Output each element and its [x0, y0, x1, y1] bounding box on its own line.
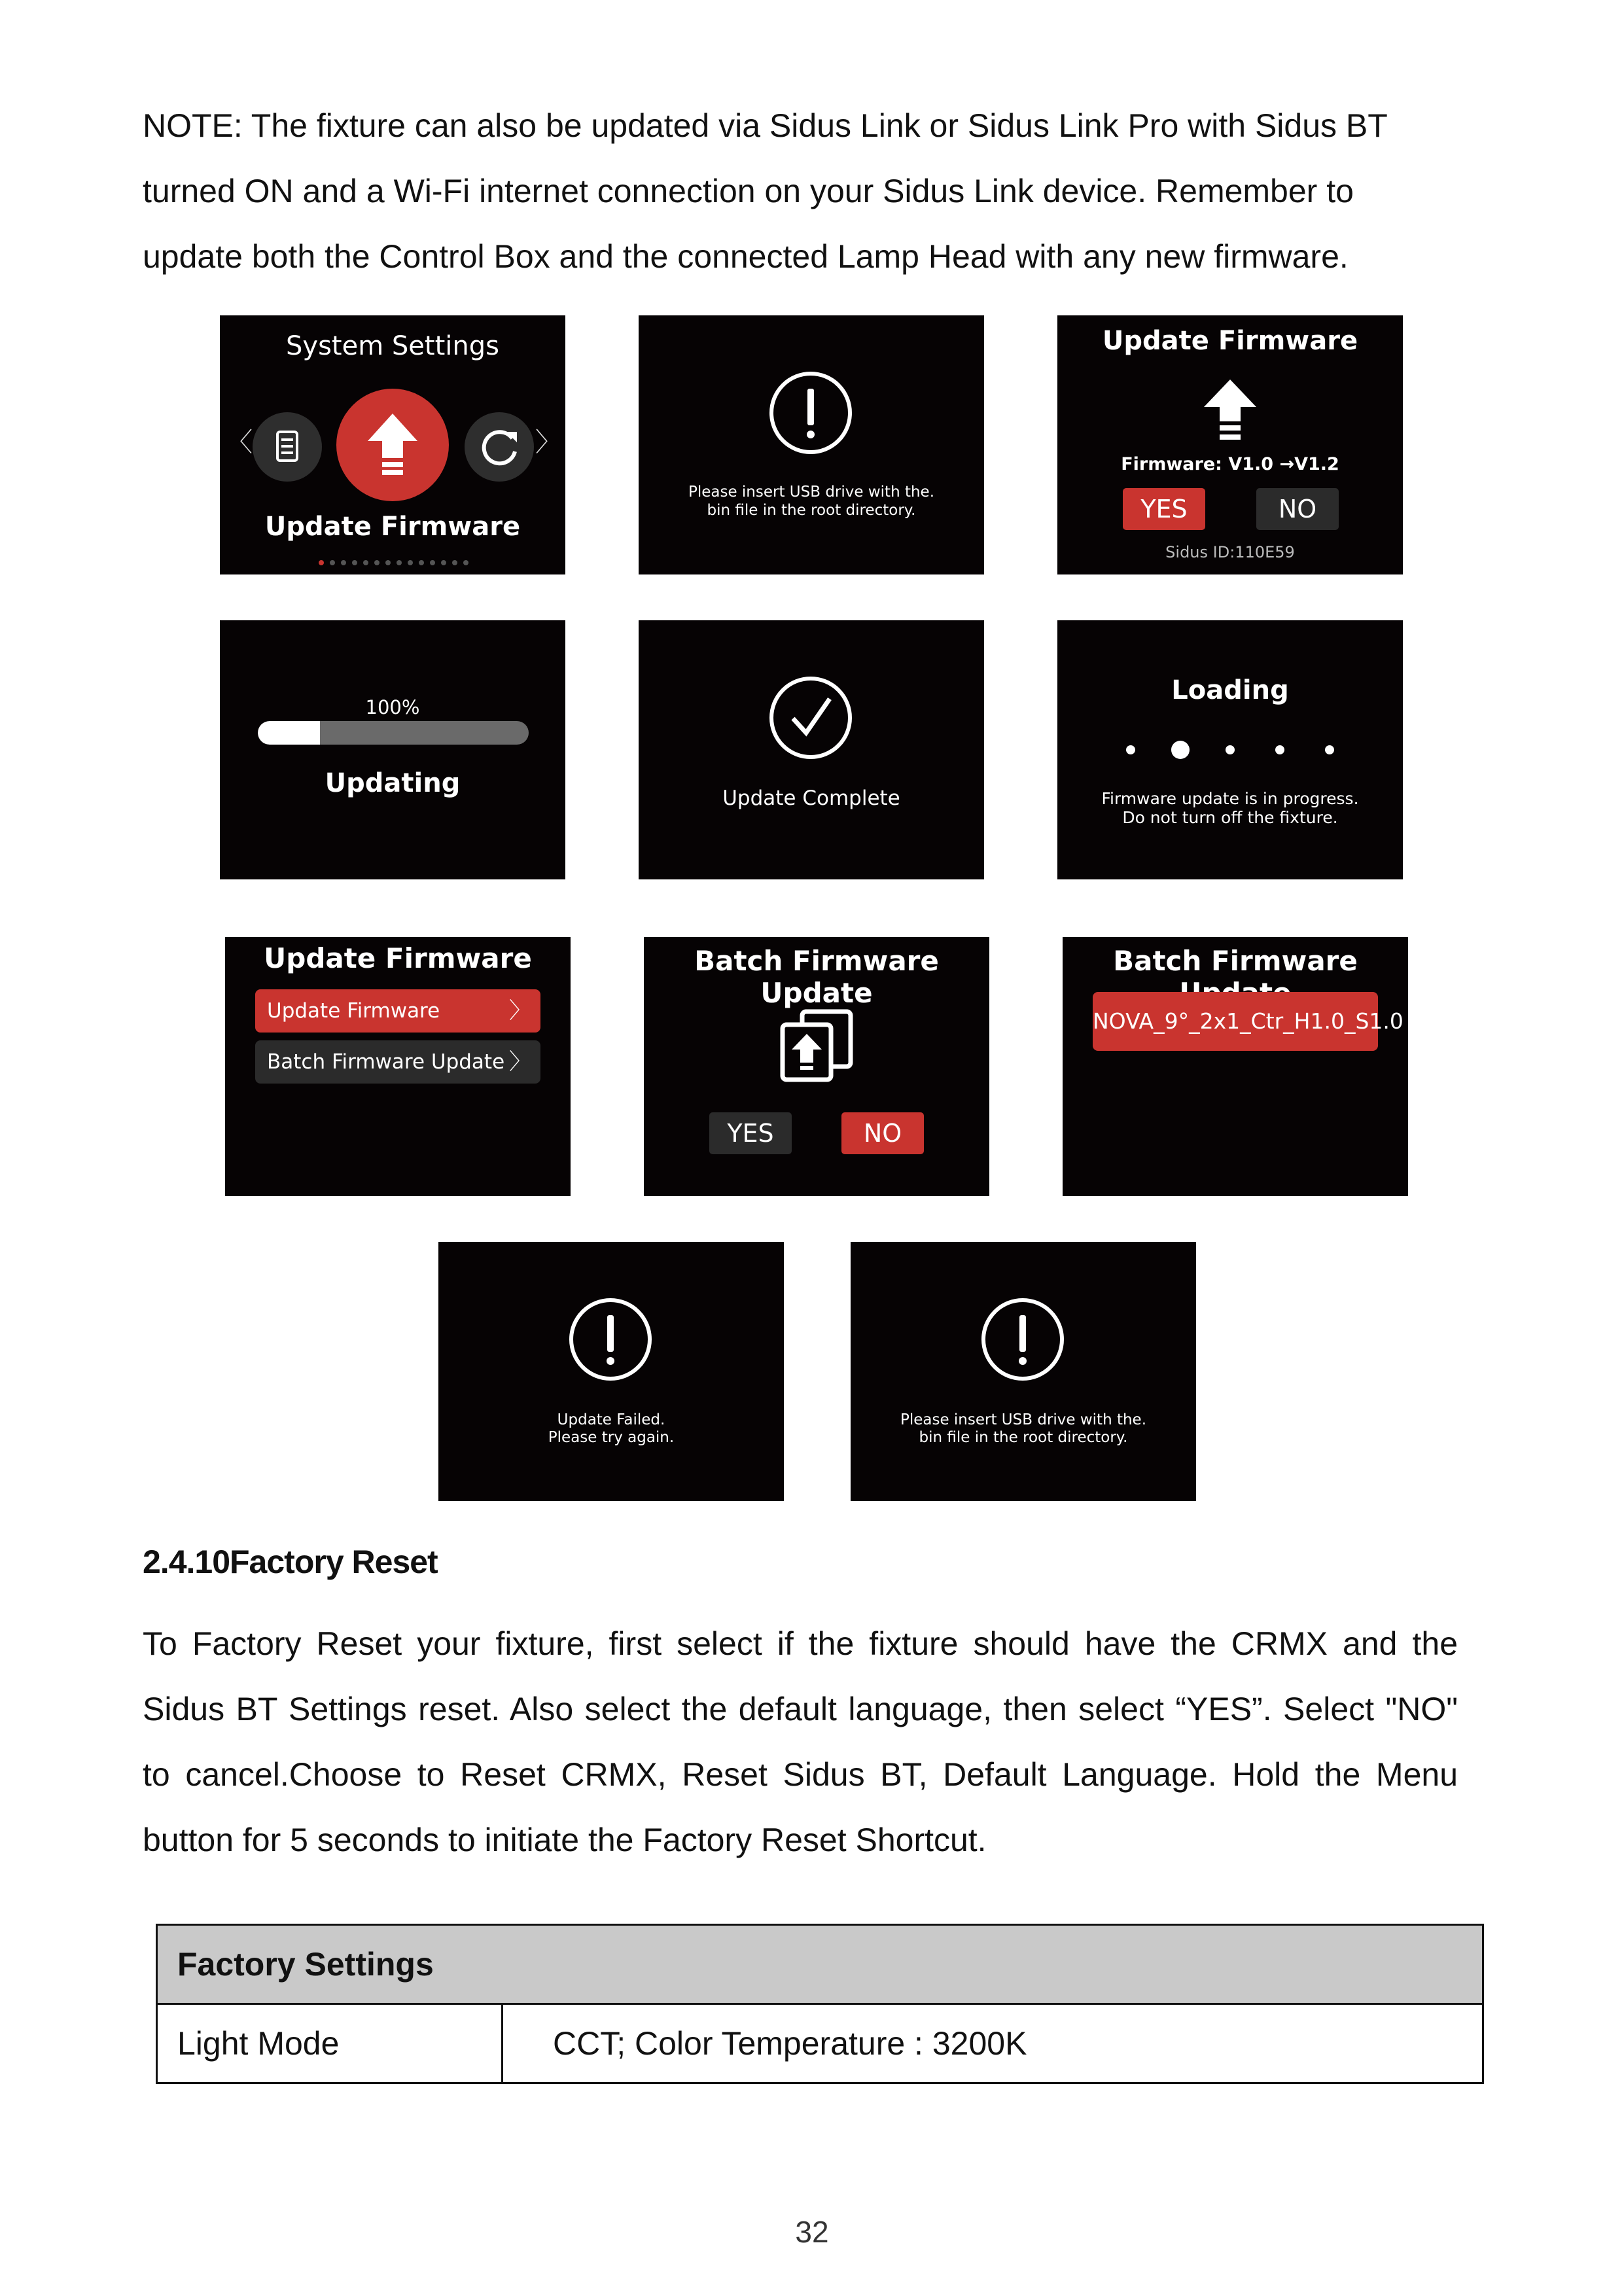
- message-line-2: Do not turn off the fixture.: [1122, 808, 1338, 827]
- table-row: [157, 2004, 1483, 2083]
- progress-bar-fill: [258, 721, 320, 745]
- table-cell-value: CCT; Color Temperature : 3200K: [503, 2004, 1483, 2083]
- message-line-2: bin file in the root directory.: [919, 1429, 1128, 1446]
- progress-bar: [258, 721, 529, 745]
- list-icon[interactable]: [253, 412, 322, 482]
- screen-loading: [1057, 620, 1403, 879]
- screen-update-firmware-menu: [225, 937, 571, 1196]
- no-button[interactable]: NO: [841, 1112, 924, 1154]
- body-line-2: Sidus BT Settings reset. Also select the default language, then select “YES”. Select "NO": [143, 1691, 1458, 1727]
- firmware-file-item[interactable]: NOVA_9°_2x1_Ctr_H1.0_S1.0: [1093, 992, 1378, 1051]
- message-line-2: Please try again.: [548, 1429, 675, 1446]
- screen-update-firmware-confirm: [1057, 315, 1403, 574]
- screen-title: Batch Firmware: [1113, 945, 1358, 977]
- chevron-left-icon[interactable]: 〈: [226, 427, 253, 457]
- screen-label: Updating: [325, 768, 461, 798]
- chevron-right-icon: 〉: [509, 1049, 531, 1075]
- screen-title: Update Firmware: [1102, 326, 1358, 356]
- screen-batch-update-file: [1063, 937, 1408, 1196]
- message-line-1: Firmware update is in progress.: [1101, 789, 1359, 808]
- chevron-right-icon[interactable]: 〉: [535, 427, 561, 457]
- menu-item-label: Batch Firmware Update: [267, 1050, 505, 1074]
- note-line-2: turned ON and a Wi-Fi internet connection on your Sidus Link device. Remember to: [143, 173, 1354, 209]
- loading-dots-icon: [1123, 738, 1339, 762]
- exclamation-icon: [981, 1298, 1064, 1381]
- page-number: 32: [795, 2215, 829, 2249]
- body-line-3: to cancel.Choose to Reset CRMX, Reset Sidus BT, Default Language. Hold the Menu: [143, 1756, 1458, 1793]
- menu-item-batch-firmware-update[interactable]: [255, 1040, 540, 1084]
- sidus-id: Sidus ID:110E59: [1165, 543, 1295, 561]
- note-line-3: update both the Control Box and the connected Lamp Head with any new firmware.: [143, 238, 1349, 275]
- progress-percent: 100%: [365, 696, 420, 718]
- menu-item-label: Update Firmware: [267, 999, 440, 1023]
- section-title: Factory Reset: [230, 1544, 438, 1580]
- firmware-version: Firmware: V1.0 →V1.2: [1121, 454, 1339, 474]
- section-number: 2.4.10: [143, 1544, 230, 1580]
- chevron-right-icon: 〉: [509, 998, 531, 1024]
- section-heading: [143, 1543, 438, 1581]
- screen-header: System Settings: [286, 331, 499, 361]
- upload-arrow-icon: [1203, 378, 1258, 441]
- message-line-2: bin file in the root directory.: [707, 502, 916, 519]
- screen-update-failed: [438, 1242, 784, 1501]
- batch-upload-icon: [779, 1008, 855, 1084]
- no-button[interactable]: NO: [1256, 488, 1339, 530]
- screen-title: Loading: [1171, 675, 1289, 705]
- screen-label: Update Firmware: [264, 512, 521, 542]
- yes-button[interactable]: YES: [709, 1112, 792, 1154]
- refresh-icon[interactable]: [465, 412, 534, 482]
- screen-title: Update Firmware: [264, 942, 532, 974]
- screen-label: Update Complete: [722, 786, 900, 810]
- checkmark-icon: [769, 677, 852, 759]
- screen-insert-usb: [639, 315, 984, 574]
- message-line-1: Please insert USB drive with the.: [688, 484, 935, 501]
- note-line-1: NOTE: The fixture can also be updated via Sidus Link or Sidus Link Pro with Sidus BT: [143, 107, 1388, 144]
- yes-button[interactable]: YES: [1123, 488, 1205, 530]
- table-header: Factory Settings: [157, 1925, 1483, 2004]
- screen-system-settings: [220, 315, 565, 574]
- screen-insert-usb-2: [851, 1242, 1196, 1501]
- screen-updating: [220, 620, 565, 879]
- exclamation-icon: [769, 372, 852, 454]
- screen-update-complete: [639, 620, 984, 879]
- body-line-1: To Factory Reset your fixture, first select if the fixture should have the CRMX and the: [143, 1625, 1458, 1662]
- message-line-1: Update Failed.: [557, 1411, 665, 1428]
- table-cell-key: Light Mode: [157, 2004, 503, 2083]
- exclamation-icon: [569, 1298, 652, 1381]
- message-line-1: Please insert USB drive with the.: [900, 1411, 1147, 1428]
- factory-settings-table: [156, 1924, 1484, 2084]
- update-firmware-icon[interactable]: [336, 389, 449, 501]
- menu-item-update-firmware[interactable]: [255, 989, 540, 1033]
- screen-batch-update-confirm: [644, 937, 989, 1196]
- body-line-4: button for 5 seconds to initiate the Factory Reset Shortcut.: [143, 1822, 987, 1858]
- screen-title: Batch Firmware Update: [694, 945, 939, 1009]
- page-dots-indicator: [318, 556, 468, 563]
- table-header-row: [157, 1925, 1483, 2004]
